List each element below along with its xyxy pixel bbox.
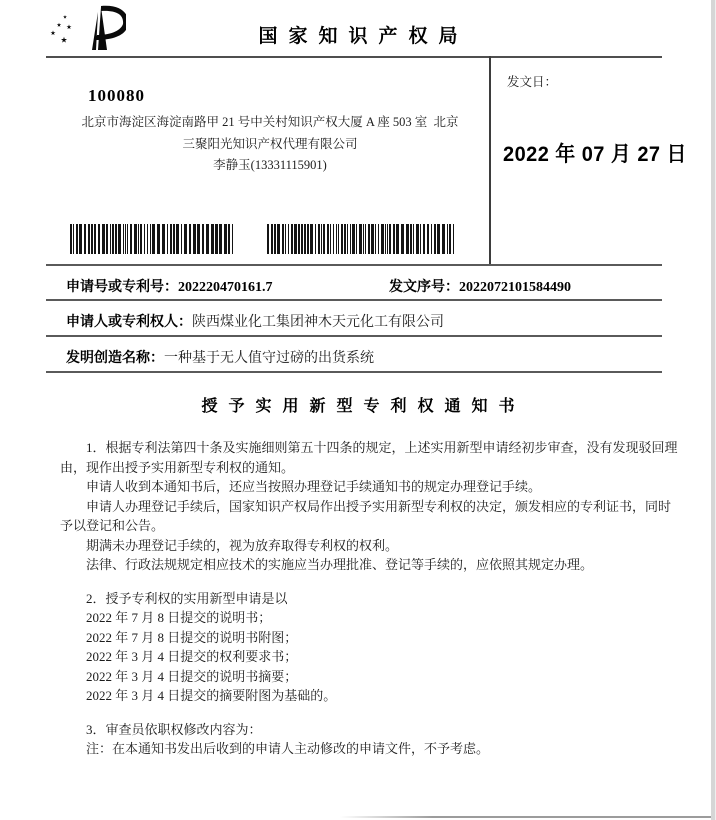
field-rule [46,299,662,301]
header-rule [46,56,662,58]
field-dispatch-serial [389,276,571,296]
field-invention-title [66,347,374,367]
barcode-left [70,224,234,254]
field-rule [46,264,662,266]
body-paragraph: 申请人办理登记手续后，国家知识产权局作出授予实用新型专利权的决定，颁发相应的专利证书，同时予以登记和公告。 [60,498,672,533]
filing-basis-item: 2022 年 7 月 8 日提交的说明书； [86,610,272,625]
section-note: 注：在本通知书发出后收到的申请人主动修改的申请文件，不予考虑。 [86,741,490,756]
field-label: 发明创造名称： [66,351,164,366]
scan-edge-bottom [340,816,711,818]
field-value: 202220470161.7 [178,280,273,295]
field-value: 陕西煤业化工集团神木天元化工有限公司 [192,315,444,330]
dispatch-box-divider [489,56,491,266]
address-line: 三聚阳光知识产权代理有限公司 [182,136,358,151]
body-paragraph: 1．根据专利法第四十条及实施细则第五十四条的规定，上述实用新型申请经初步审查，没有发现驳回理由，现作出授予实用新型专利权的通知。 [60,440,678,475]
filing-basis-item: 2022 年 3 月 4 日提交的摘要附图为基础的。 [86,688,337,703]
field-label: 发文序号： [389,280,459,295]
postal-code: 100080 [88,86,145,105]
body-paragraph: 申请人收到本通知书后，还应当按照办理登记手续通知书的规定办理登记手续。 [86,479,542,494]
body-paragraph: 法律、行政法规规定相应技术的实施应当办理批准、登记等手续的，应依照其规定办理。 [86,557,594,572]
agency-title: 国家知识产权局 [258,26,469,47]
filing-basis-item: 2022 年 7 月 8 日提交的说明书附图； [86,629,298,645]
section-heading: 3．审查员依职权修改内容为： [86,721,262,737]
notice-title: 授予实用新型专利权通知书 [201,398,526,415]
section-heading: 2．授予专利权的实用新型申请是以 [86,590,288,606]
field-value: 一种基于无人值守过磅的出货系统 [164,351,374,366]
filing-basis-item: 2022 年 3 月 4 日提交的说明书摘要； [86,668,298,684]
address-line: 李静玉(13331115901) [213,158,327,172]
field-value: 2022072101584490 [459,280,571,295]
field-label: 申请号或专利号： [66,280,178,295]
body-paragraph: 期满未办理登记手续的，视为放弃取得专利权的权利。 [86,537,399,553]
dispatch-date-value: 2022 年 07 月 27 日 [503,143,687,166]
field-applicant [66,311,444,331]
field-label: 申请人或专利权人： [66,315,192,330]
dispatch-date-label: 发文日： [507,75,558,89]
barcode-right [267,224,454,254]
address-line: 北京市海淀区海淀南路甲 21 号中关村知识产权大厦 A 座 503 室 北京 [81,115,459,129]
mailing-address-block [58,86,482,177]
field-application-no [66,276,273,296]
section-2 [60,589,680,706]
field-rule [46,371,662,373]
notice-body [60,438,680,759]
field-rule [46,335,662,337]
section-3 [60,720,680,759]
filing-basis-item: 2022 年 3 月 4 日提交的权利要求书； [86,649,298,664]
